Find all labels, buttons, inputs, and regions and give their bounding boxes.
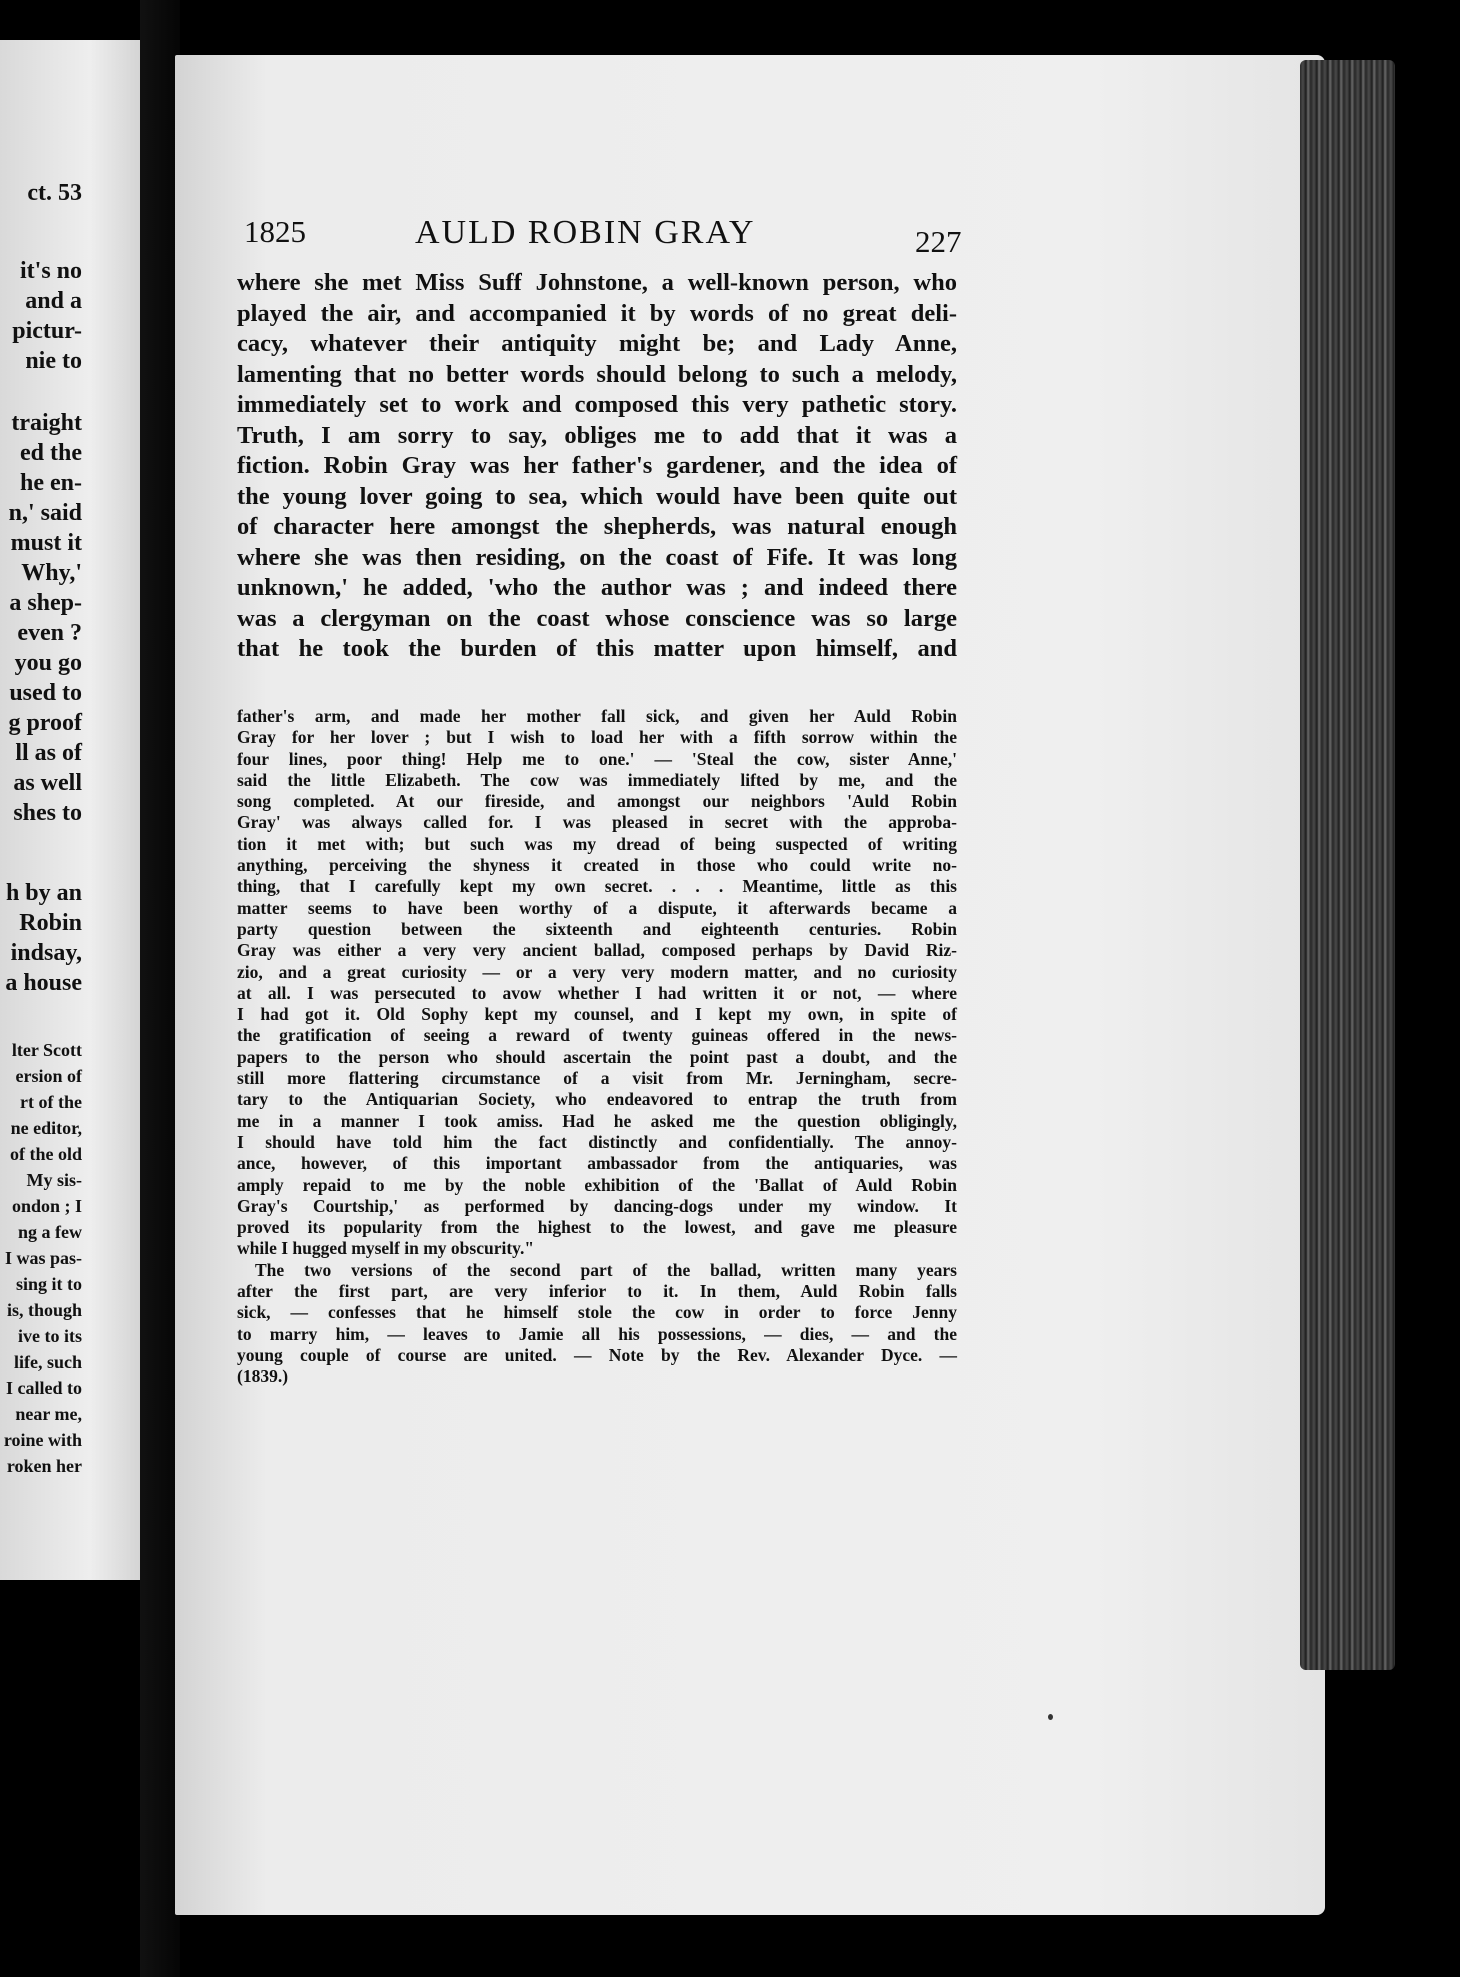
left-page-fragment [0, 40, 150, 1580]
footnote-line: zio, and a great curiosity — or a very very modern matter, and no curiosity [237, 961, 957, 982]
paper-speck [1048, 1714, 1053, 1720]
footnote-line: said the little Elizabeth. The cow was immediately lifted by me, and the [237, 769, 957, 790]
left-page-line: ive to its [18, 1326, 82, 1346]
text-line: where she met Miss Suff Johnstone, a well-known person, who [237, 269, 957, 296]
text-line: was a clergyman on the coast whose conscience was so large [237, 604, 957, 632]
left-page-line: ersion of [15, 1066, 82, 1086]
left-page-line: and a [25, 288, 82, 314]
left-page-line: life, such [13, 1352, 82, 1372]
left-page-line: I was pas- [4, 1248, 82, 1268]
left-page-line: even ? [17, 620, 82, 646]
left-page-line: ll as of [15, 740, 82, 766]
left-page-line: rt of the [20, 1092, 82, 1112]
footnote-line: ance, however, of this important ambassador from the antiquaries, was [237, 1153, 957, 1174]
footnote-line: papers to the person who should ascertain the point past a doubt, and the [237, 1046, 957, 1067]
footnote-line: Gray's Courtship,' as performed by dancing-dogs under my window. It [237, 1195, 957, 1216]
footnote-line: tary to the Antiquarian Society, who endeavored to entrap the truth from [237, 1089, 957, 1110]
left-page-line: ondon ; I [11, 1196, 82, 1216]
footnote-line: The two versions of the second part of the ballad, written many years [255, 1259, 957, 1280]
book-gutter [140, 0, 180, 1977]
left-page-line: g proof [8, 710, 82, 736]
footnote-line: while I hugged myself in my obscurity." [237, 1238, 535, 1259]
left-page-line: I called to [6, 1378, 82, 1398]
text-line: immediately set to work and composed this very pathetic story. [237, 391, 957, 418]
left-page-line: Robin [19, 910, 82, 936]
footnote-line: still more flattering circumstance of a visit from Mr. Jerningham, secre- [237, 1068, 957, 1089]
left-page-line: roine with [3, 1430, 82, 1450]
footnote-line: after the first part, are very inferior to it. In them, Auld Robin falls [237, 1281, 957, 1302]
left-page-line: a house [5, 970, 82, 996]
left-page-line: shes to [13, 800, 82, 826]
running-head-year: 1825 [244, 214, 306, 249]
text-line: cacy, whatever their antiquity might be; and Lady Anne, [237, 330, 957, 357]
footnote-line: (1839.) [237, 1366, 289, 1387]
left-page-line: ne editor, [10, 1118, 82, 1138]
left-page-line: My sis- [26, 1170, 82, 1190]
footnote-line: I should have told him the fact distinctly and confidentially. The annoy- [237, 1131, 957, 1152]
left-page-line: h by an [5, 880, 82, 906]
footnote-line: father's arm, and made her mother fall sick, and given her Auld Robin [237, 706, 957, 726]
footnote-line: sick, — confesses that he himself stole the cow in order to force Jenny [237, 1302, 957, 1323]
footnote-line: matter seems to have been worthy of a dispute, it afterwards became a [237, 897, 957, 918]
footnote-line: the gratification of seeing a reward of twenty guineas offered in the news- [237, 1025, 957, 1046]
footnote-line: amply repaid to me by the noble exhibition of the 'Ballat of Auld Robin [237, 1174, 957, 1195]
page-number: 227 [915, 224, 962, 259]
footnote-line: Gray for her lover ; but I wish to load her with a fifth sorrow within the [237, 727, 957, 748]
footnote-line: tion it met with; but such was my dread of being suspected of writing [237, 833, 957, 854]
footnote-line: proved its popularity from the highest to the lowest, and gave me pleasure [237, 1217, 957, 1238]
left-page-line: a shep- [9, 590, 82, 616]
footnote-line: anything, perceiving the shyness it created in those who could write no- [237, 855, 957, 876]
text-line: lamenting that no better words should belong to such a melody, [237, 360, 957, 388]
text-line: the young lover going to sea, which would have been quite out [237, 482, 957, 510]
footnote-line: thing, that I carefully kept my own secret. . . . Meantime, little as this [237, 876, 957, 897]
footnote-line: I had got it. Old Sophy kept my counsel, and I kept my own, in spite of [237, 1004, 957, 1025]
main-text [237, 268, 957, 665]
left-page-line: n,' said [8, 500, 82, 526]
left-page-line: it's no [19, 258, 82, 284]
left-page-line: you go [14, 650, 82, 676]
footnote-line: Gray was either a very very ancient ballad, composed perhaps by David Riz- [237, 940, 957, 961]
left-page-line: sing it to [15, 1274, 82, 1294]
text-line: played the air, and accompanied it by words of no great deli- [237, 299, 957, 327]
footnote [237, 706, 957, 1388]
left-page-line: roken her [6, 1456, 82, 1476]
footnote-line: four lines, poor thing! Help me to one.' — 'Steal the cow, sister Anne,' [237, 748, 957, 769]
left-page-line: ed the [20, 440, 82, 466]
left-page-line: ct. 53 [27, 180, 82, 206]
left-page-line: pictur- [12, 318, 82, 344]
footnote-line: song completed. At our fireside, and amongst our neighbors 'Auld Robin [237, 791, 957, 812]
text-line: that he took the burden of this matter upon himself, and [237, 635, 957, 662]
left-page-line: must it [10, 530, 82, 556]
footnote-line: me in a manner I took amiss. Had he asked me the question obligingly, [237, 1110, 957, 1131]
text-line: unknown,' he added, 'who the author was ; and indeed there [237, 574, 957, 601]
footnote-line: young couple of course are united. — Note by the Rev. Alexander Dyce. — [237, 1344, 957, 1365]
left-page-line: used to [9, 680, 82, 706]
footnote-line: to marry him, — leaves to Jamie all his possessions, — dies, — and the [237, 1323, 957, 1344]
footnote-line: Gray' was always called for. I was pleased in secret with the approba- [237, 812, 957, 833]
left-page-line: traight [11, 410, 82, 436]
text-line: Truth, I am sorry to say, obliges me to add that it was a [237, 421, 957, 449]
left-page-line: of the old [10, 1144, 82, 1164]
left-page-line: lter Scott [11, 1040, 82, 1060]
left-page-line: is, though [6, 1300, 82, 1320]
text-line: where she was then residing, on the coast of Fife. It was long [237, 543, 957, 571]
left-page-line: near me, [15, 1404, 82, 1424]
page-edge-texture [1300, 60, 1395, 1670]
text-line: fiction. Robin Gray was her father's gardener, and the idea of [237, 452, 957, 479]
left-page-line: ng a few [18, 1222, 82, 1242]
left-page-line: he en- [20, 470, 82, 496]
left-page-line: indsay, [10, 940, 82, 966]
left-page-line: as well [13, 770, 82, 796]
running-head-title: AULD ROBIN GRAY [415, 214, 756, 251]
footnote-line: at all. I was persecuted to avow whether I had written it or not, — where [237, 982, 957, 1003]
left-page-line: nie to [25, 348, 82, 374]
left-page-line: Why,' [21, 560, 82, 586]
footnote-line: party question between the sixteenth and eighteenth centuries. Robin [237, 918, 957, 939]
text-line: of character here amongst the shepherds, was natural enough [237, 513, 957, 540]
